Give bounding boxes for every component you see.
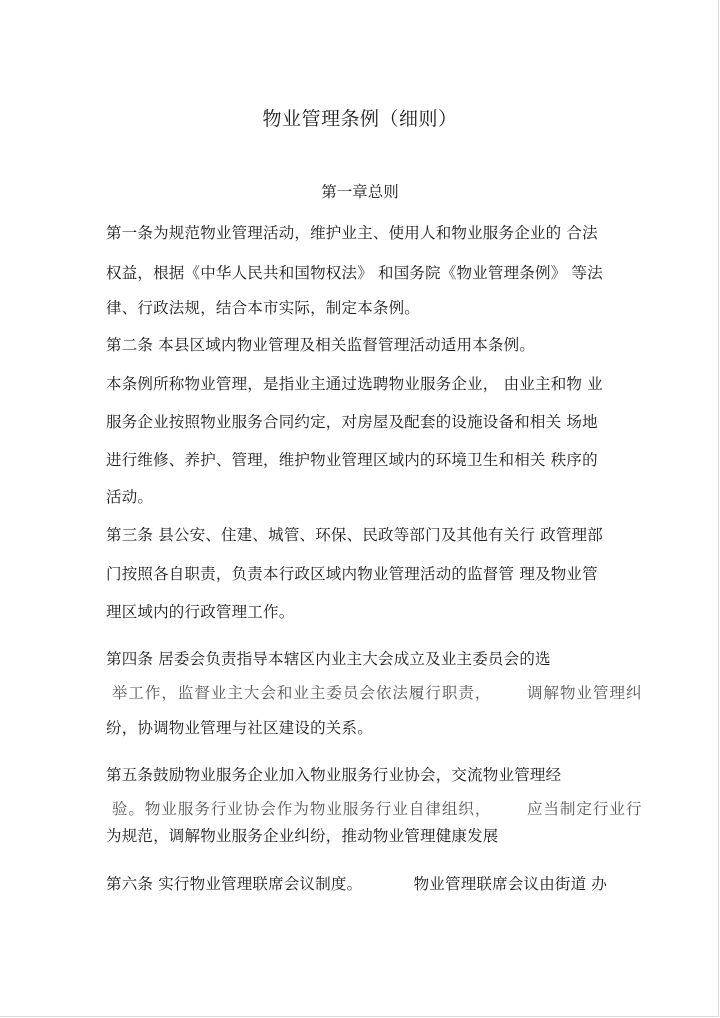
text-line: 第六条 实行物业管理联席会议制度。 物业管理联席会议由街道 办 [106,875,608,893]
text-line: 门按照各自职责，负责本行政区域内物业管理活动的监督管 理及物业管 [106,565,598,583]
chapter-heading: 第一章总则 [321,183,399,201]
text-line: 本条例所称物业管理，是指业主通过选聘物业服务企业， 由业主和物 业 [106,375,603,393]
text-line: 第五条鼓励物业服务企业加入物业服务行业协会，交流物业管理经 [106,766,562,784]
text-line: 第二条 本县区域内物业管理及相关监督管理活动适用本条例。 [106,336,536,354]
text-line: 进行维修、养护、管理，维护物业管理区域内的环境卫生和相关 秩序的 [106,451,598,469]
text-line: 权益，根据《中华人民共和国物权法》 和国务院《物业管理条例》 等法 [106,264,603,282]
text-line: 第四条 居委会负责指导本辖区内业主大会成立及业主委员会的选 [106,650,551,668]
text-line: 为规范，调解物业服务企业纠纷，推动物业管理健康发展 [106,827,499,845]
document-title: 物业管理条例（细则） [262,108,458,130]
text-line: 律、行政法规，结合本市实际，制定本条例。 [106,299,421,317]
text-line: 第三条 县公安、住建、城管、环保、民政等部门及其他有关行 政管理部 [106,526,603,544]
text-line: 验。物业服务行业协会作为物业服务行业自律组织， 应当制定行业行 [106,800,643,818]
text-line: 理区域内的行政管理工作。 [106,603,295,621]
text-line: 活动。 [106,488,154,506]
text-line: 第一条为规范物业管理活动，维护业主、使用人和物业服务企业的 合法 [106,224,598,242]
text-line: 服务企业按照物业服务合同约定，对房屋及配套的设施设备和相关 场地 [106,413,598,431]
text-line: 纷，协调物业管理与社区建设的关系。 [106,719,373,737]
text-line: 举工作，监督业主大会和业主委员会依法履行职责， 调解物业管理纠 [106,684,643,702]
